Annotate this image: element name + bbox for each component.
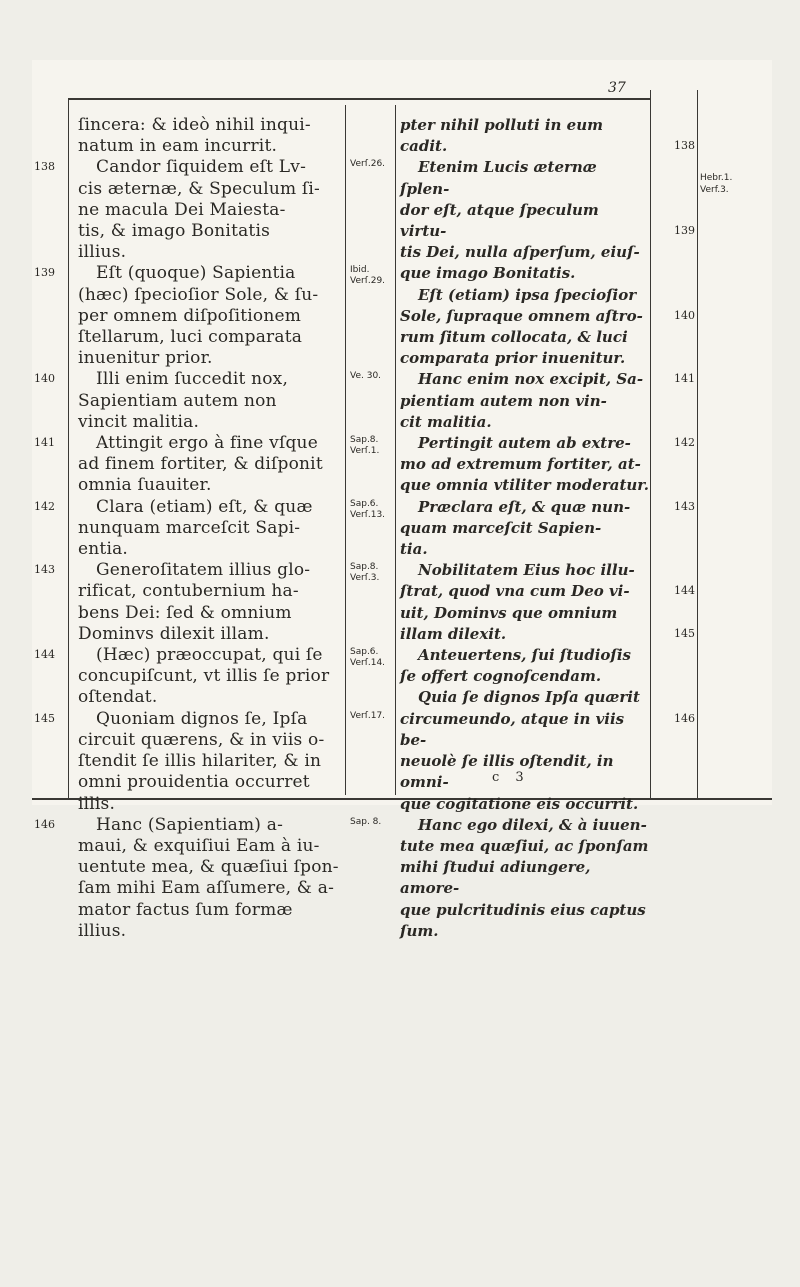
verse-number: 142 — [34, 499, 55, 513]
left-block — [78, 263, 340, 369]
left-line: ad finem fortiter, & diſponit — [78, 454, 323, 475]
right-line: que imago Bonitatis. — [400, 264, 576, 283]
right-line: rum ſitum collocata, & luci — [400, 328, 628, 347]
right-line: Præclara eſt, & quæ nun- — [418, 497, 631, 516]
left-line: natum in eam incurrit. — [78, 136, 278, 157]
verse-number: 144 — [674, 584, 695, 598]
left-block — [78, 709, 340, 815]
right-line: que cogitatione eis occurrit. — [400, 794, 639, 813]
left-line: bens Dei: ſed & omnium — [78, 602, 292, 623]
right-line: tute mea quæſiui, ac ſponſam — [400, 836, 649, 855]
left-line: Attingit ergo à fine vſque — [96, 433, 318, 454]
verse-number: 141 — [34, 436, 55, 449]
right-line: Nobilitatem Eius hoc illu- — [418, 561, 635, 580]
left-line: Clara (etiam) eſt, & quæ — [96, 496, 313, 517]
verse-number: 141 — [674, 372, 695, 386]
page-number: 37 — [608, 80, 626, 96]
left-line: entia. — [78, 539, 129, 560]
left-block — [78, 157, 340, 263]
right-line: ſum. — [400, 921, 439, 940]
left-line: Eſt (quoque) Sapientia — [96, 263, 296, 284]
latin-vulgate-column — [78, 115, 340, 942]
verse-number: 146 — [34, 817, 55, 831]
left-line: ſtellarum, luci comparata — [78, 327, 303, 348]
verse-number: 143 — [34, 563, 55, 577]
scripture-reference: Verſ.26. — [350, 159, 386, 170]
left-line: Illi enim ſuccedit nox, — [96, 369, 289, 390]
left-line: inuenitur prior. — [78, 348, 213, 369]
right-block — [400, 497, 650, 561]
left-rule — [68, 98, 69, 798]
verse-number: 138 — [674, 139, 695, 153]
left-line: tis, & imago Bonitatis — [78, 221, 271, 242]
left-line: nunquam marceſcit Sapi- — [78, 517, 301, 538]
left-line: omnia ſuauiter. — [78, 475, 212, 496]
scripture-reference: Sap.8. Verſ.1. — [350, 435, 380, 456]
scripture-reference: Sap.8. Verſ.3. — [350, 562, 380, 584]
right-rule — [650, 90, 651, 798]
right-block — [400, 115, 650, 157]
right-line: tis Dei, nulla aſperſum, eiuſ- — [400, 243, 640, 262]
verse-number: 139 — [674, 224, 695, 237]
left-line: ſam mihi Eam aſſumere, & a- — [78, 878, 335, 899]
right-line: pter nihil polluti in eum cadit. — [400, 116, 604, 156]
verse-number: 146 — [674, 711, 695, 725]
right-line: mo ad extremum fortiter, at- — [400, 455, 641, 474]
scripture-reference: Sap.6. Verſ.14. — [350, 647, 386, 668]
right-line: Hanc enim nox excipit, Sa- — [418, 370, 644, 389]
left-line: Sapientiam autem non — [78, 390, 277, 411]
scripture-reference: Verſ.17. — [350, 710, 386, 721]
right-block — [400, 645, 650, 687]
left-line: Candor ſiquidem eſt Lv- — [96, 157, 307, 178]
left-line: cis æternæ, & Speculum ſi- — [78, 178, 320, 199]
right-line: Hanc ego dilexi, & à iuuen- — [418, 815, 647, 834]
left-line: maui, & exquiſiui Eam à iu- — [78, 835, 320, 856]
left-line: circuit quærens, & in viis o- — [78, 729, 325, 750]
right-block — [400, 560, 650, 645]
right-line: quam marceſcit Sapien- — [400, 518, 602, 537]
right-line: ſe offert cognoſcendam. — [400, 667, 602, 686]
right-line: Quia ſe dignos Ipſa quærit — [418, 688, 640, 707]
right-line: circumeundo, atque in viis be- — [400, 709, 625, 749]
right-line: uit, Dominvs que omnium — [400, 603, 618, 622]
left-line: (hæc) ſpecioſior Sole, & ſu- — [78, 284, 319, 305]
left-line: Hanc (Sapientiam) a- — [96, 814, 284, 835]
left-line: omni prouidentia occurret — [78, 772, 310, 793]
left-line: Quoniam dignos ſe, Ipſa — [96, 708, 308, 729]
left-line: oſtendat. — [78, 687, 158, 708]
right-line: Anteuertens, ſui ſtudioſis — [418, 646, 631, 665]
verse-number: 145 — [674, 626, 695, 640]
left-block — [78, 815, 340, 942]
margin-note — [700, 172, 732, 196]
left-line: ſincera: & ideò nihil inqui- — [78, 115, 311, 135]
left-line: Dominvs dilexit illam. — [78, 623, 270, 644]
left-line: vincit malitia. — [78, 411, 200, 432]
right-line: Pertingit autem ab extre- — [418, 434, 631, 453]
right-block — [400, 433, 650, 497]
left-block — [78, 369, 340, 433]
top-rule — [68, 98, 650, 100]
verse-number: 142 — [674, 436, 695, 449]
verse-number: 140 — [34, 372, 55, 386]
left-line: per omnem diſpoſitionem — [78, 305, 302, 326]
left-line: ſtendit ſe illis hilariter, & in — [78, 751, 322, 772]
signature-mark: c 3 — [492, 770, 530, 785]
verse-number: 138 — [34, 160, 55, 174]
right-line: ſtrat, quod vna cum Deo vi- — [400, 582, 630, 601]
scripture-reference: Sap. 8. — [350, 816, 382, 827]
right-line: tia. — [400, 540, 428, 559]
left-line: mator factus ſum formæ illius. — [78, 899, 293, 941]
right-block — [400, 369, 650, 433]
margin-note-line: Verf.3. — [700, 185, 729, 195]
left-block — [78, 497, 340, 561]
verse-number: 143 — [674, 499, 695, 513]
right-block — [400, 285, 650, 370]
verse-number: 140 — [674, 308, 695, 322]
right-block — [400, 157, 650, 284]
left-block — [78, 115, 340, 157]
left-block — [78, 433, 340, 497]
left-line: uentute mea, & quæſiui ſpon- — [78, 857, 339, 878]
right-line: comparata prior inuenitur. — [400, 349, 626, 368]
scripture-reference: Ibid. Verſ.29. — [350, 265, 386, 287]
right-block — [400, 815, 650, 942]
right-line: pientiam autem non vin- — [400, 391, 607, 410]
margin-note-line: Hebr.1. — [700, 173, 733, 183]
right-line: illam dilexit. — [400, 624, 507, 643]
right-line: cit malitia. — [400, 412, 492, 431]
verse-number: 145 — [34, 711, 55, 725]
left-line: concupiſcunt, vt illis ſe prior — [78, 666, 330, 687]
left-line: illius. — [78, 242, 127, 263]
gutter-left-rule — [345, 105, 346, 795]
right-line: que omnia vtiliter moderatur. — [400, 476, 650, 495]
latin-paraphrase-column — [400, 115, 650, 942]
verse-number: 144 — [34, 648, 55, 661]
right-line: Sole, ſupraque omnem aſtro- — [400, 306, 643, 325]
left-block — [78, 645, 340, 709]
left-line: (Hæc) præoccupat, qui ſe — [96, 645, 323, 666]
outer-right-rule — [697, 90, 698, 798]
scripture-reference: Sap.6. Verſ.13. — [350, 498, 386, 520]
right-line: neuolè ſe illis oſtendit, in omni- — [400, 752, 614, 792]
left-line: rificat, contubernium ha- — [78, 581, 299, 602]
right-block — [400, 687, 650, 814]
left-line: illis. — [78, 793, 116, 814]
right-line: mihi ſtudui adiungere, amore- — [400, 858, 591, 898]
right-line: que pulcritudinis eius captus — [400, 900, 646, 919]
gutter-right-rule — [395, 105, 396, 795]
right-line: dor eſt, atque ſpeculum virtu- — [400, 200, 599, 241]
scripture-reference: Ve. 30. — [350, 371, 382, 382]
left-block — [78, 560, 340, 645]
verse-number: 139 — [34, 266, 55, 280]
right-line: Eſt (etiam) ipsa ſpecioſior — [418, 285, 637, 304]
left-line: ne macula Dei Maiesta- — [78, 199, 286, 220]
left-line: Generoſitatem illius glo- — [96, 560, 311, 581]
right-line: Etenim Lucis æternæ ſplen- — [400, 158, 597, 198]
